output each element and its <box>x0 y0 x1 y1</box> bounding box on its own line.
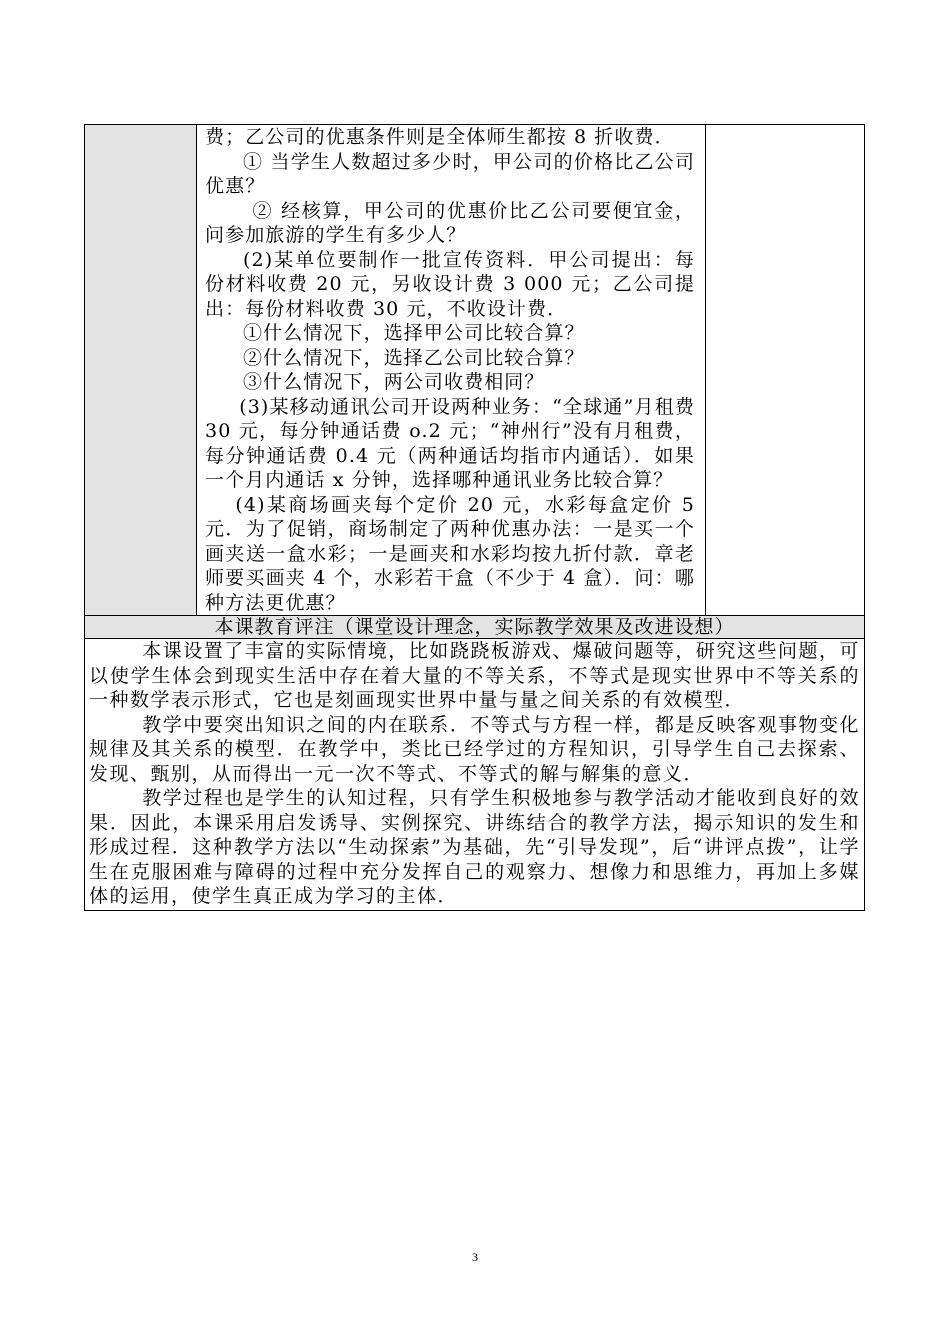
problem-content <box>197 125 705 615</box>
right-column-cell <box>706 125 865 616</box>
problem-paragraph: (2)某单位要制作一批宣传资料．甲公司提出：每份材料收费 20 元，另收设计费 3 000 元；乙公司提出：每份材料收费 30 元，不收设计费． <box>205 248 695 320</box>
problem-paragraph: ②什么情况下，选择乙公司比较合算？ <box>243 346 585 369</box>
evaluation-paragraph: 教学中要突出知识之间的内在联系．不等式与方程一样，都是反映客观事物变化规律及其关系的模型．在教学中，类比已经学过的方程知识，引导学生自己去探索、发现、甄别，从而得出一元一次不等式、不等式的解与解集的意义． <box>89 713 860 785</box>
evaluation-content <box>85 639 864 910</box>
problem-paragraph: ③什么情况下，两公司收费相同？ <box>243 371 545 393</box>
evaluation-body-cell <box>85 639 865 911</box>
left-column-cell <box>85 125 197 616</box>
problem-paragraph: ①什么情况下，选择甲公司比较合算？ <box>243 322 585 344</box>
problem-paragraph: ① 当学生人数超过多少时，甲公司的价格比乙公司优惠？ <box>205 150 695 197</box>
evaluation-body-row <box>85 639 865 911</box>
problem-paragraph: 费；乙公司的优惠条件则是全体师生都按 8 折收费． <box>205 126 675 148</box>
evaluation-paragraph: 教学过程也是学生的认知过程，只有学生积极地参与教学活动才能收到良好的效果．因此，本课采用启发诱导、实例探究、讲练结合的教学方法，揭示知识的发生和形成过程．这种教学方法以“生动探索”为基础，先“引导发现”，后“讲评点拨”，让学生在克服困难与障碍的过程中充分发挥自己的观察力、想像力和思维力，再加上多媒体的运用，使学生真正成为学习的主体． <box>89 787 860 907</box>
page-number: 3 <box>472 1250 478 1264</box>
problem-content-cell <box>197 125 706 616</box>
evaluation-header-row <box>85 616 865 639</box>
problem-paragraph: (3)某移动通讯公司开设两种业务：“全球通”月租费 30 元，每分钟通话费 o.2 元；“神州行”没有月租费，每分钟通话费 0.4 元（两种通话均指市内通话）．如果一个月内通话 x 分钟，选择哪种通讯业务比较合算？ <box>205 395 695 491</box>
problem-paragraph: ② 经核算，甲公司的优惠价比乙公司要便宜金，问参加旅游的学生有多少人？ <box>205 199 695 246</box>
problem-paragraph: (4)某商场画夹每个定价 20 元，水彩每盒定价 5 元．为了促销，商场制定了两种优惠办法：一是买一个画夹送一盒水彩；一是画夹和水彩均按九折付款．章老师要买画夹 4 个，水彩若干盒（不少于 4 盒）．问：哪种方法更优惠？ <box>205 493 695 614</box>
evaluation-heading: 本课教育评注（课堂设计理念，实际教学效果及改进设想） <box>85 616 865 639</box>
problem-row <box>85 125 865 616</box>
evaluation-paragraph: 本课设置了丰富的实际情境，比如跷跷板游戏、爆破问题等，研究这些问题，可以使学生体会到现实生活中存在着大量的不等关系，不等式是现实世界中不等关系的一种数学表示形式，它也是刻画现实世界中量与量之间关系的有效模型． <box>89 640 860 711</box>
lesson-table <box>84 124 865 911</box>
